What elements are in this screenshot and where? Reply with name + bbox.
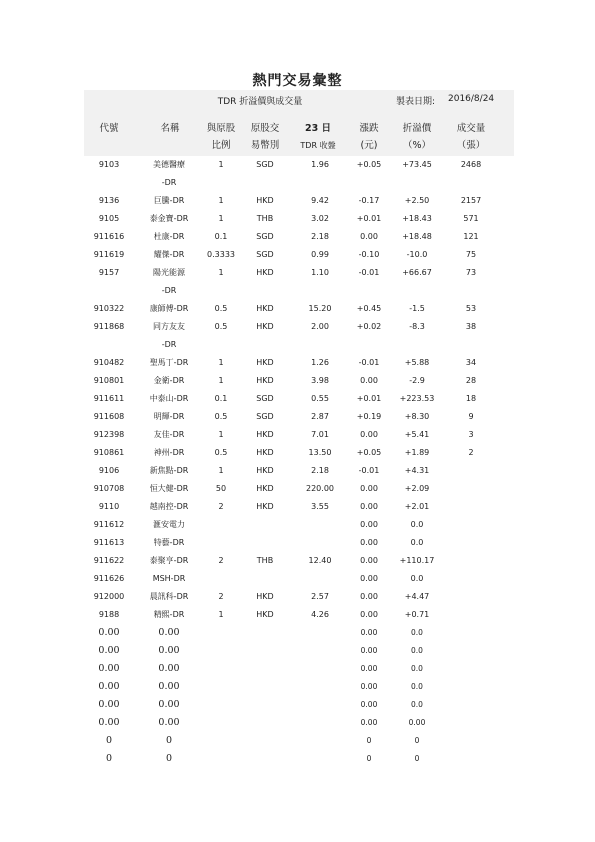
cell-volume: 2157 [460,196,482,205]
cell-name-line: 滙安電力 [153,520,185,529]
cell-name-line: 0.00 [158,717,180,728]
cell-change: +0.01 [356,394,382,403]
table-row [0,228,595,246]
cell-change: 0.00 [360,484,378,493]
cell-name [138,426,200,444]
cell-name-line: 精熙-DR [153,610,185,619]
cell-ratio: 1 [218,160,224,169]
table-row [0,408,595,426]
cell-ratio: 1 [218,466,224,475]
cell-code: 0.00 [98,663,120,674]
cell-premium: -8.3 [409,322,425,331]
cell-code: 9106 [98,466,120,475]
cell-close: 9.42 [311,196,329,205]
cell-name [138,606,200,624]
cell-name-line: 美德醫療 [153,160,185,169]
header-volume [446,120,496,154]
cell-premium: +2.09 [404,484,430,493]
table-row [0,498,595,516]
page-title: 熱門交易彙整 [252,73,343,89]
cell-change: +0.02 [356,322,382,331]
cell-name [138,264,200,300]
cell-currency: SGD [256,394,274,403]
cell-currency: HKD [256,502,274,511]
header-name-line1: 名稱 [160,123,180,134]
cell-code: 910861 [93,448,125,457]
cell-close: 0.55 [311,394,329,403]
cell-premium: +73.45 [402,160,432,169]
table-row [0,210,595,228]
cell-currency: THB [256,556,274,565]
cell-currency: HKD [256,592,274,601]
cell-volume: 3 [468,430,474,439]
cell-volume: 34 [465,358,477,367]
cell-code: 0 [105,735,113,746]
date-value: 2016/8/24 [448,94,495,104]
cell-name [138,156,200,192]
cell-close: 12.40 [308,556,332,565]
header-close [290,120,346,154]
header-code-line1: 代號 [99,123,119,134]
cell-name-line: 泰聚亨-DR [149,556,189,565]
cell-volume: 53 [465,304,477,313]
cell-premium: +2.50 [404,196,430,205]
cell-name [138,462,200,480]
cell-name-line: 金衛-DR [153,376,185,385]
cell-ratio: 2 [218,556,224,565]
cell-name-line: 0.00 [158,627,180,638]
cell-premium: 0.0 [410,538,424,547]
cell-currency: HKD [256,196,274,205]
cell-name [138,480,200,498]
header-premium [392,120,442,154]
cell-change: 0.00 [360,520,378,529]
cell-code: 910322 [93,304,125,313]
cell-code: 911613 [93,538,125,547]
cell-name-line: 0 [165,735,173,746]
cell-name-line: 巨騰-DR [153,196,185,205]
cell-name-line: 越南控-DR [149,502,189,511]
cell-name [138,498,200,516]
cell-name-line: 明輝-DR [153,412,185,421]
cell-close: 7.01 [311,430,329,439]
table-row [0,660,595,678]
cell-change: 0.00 [360,502,378,511]
cell-ratio: 1 [218,268,224,277]
cell-name [138,750,200,768]
cell-currency: HKD [256,610,274,619]
cell-change: 0.00 [360,628,378,637]
cell-premium: 0.0 [411,700,423,709]
cell-ratio: 1 [218,196,224,205]
cell-volume: 38 [465,322,477,331]
cell-code: 911619 [93,250,125,259]
cell-ratio: 0.5 [214,322,228,331]
cell-premium: 0.0 [410,520,424,529]
header-close-line2: TDR 收盤 [300,141,336,150]
header-name [140,120,200,137]
table-row [0,696,595,714]
cell-code: 911608 [93,412,125,421]
cell-currency: SGD [256,250,274,259]
cell-code: 910482 [93,358,125,367]
table-row [0,552,595,570]
table-row [0,570,595,588]
header-change [346,120,392,154]
cell-change: 0 [366,736,372,745]
table-row [0,462,595,480]
header-premium-line1: 折溢價 [402,123,432,134]
cell-ratio: 0.5 [214,448,228,457]
cell-close: 3.55 [311,502,329,511]
cell-name-line: MSH-DR [152,574,186,583]
cell-code: 910708 [93,484,125,493]
cell-change: 0.00 [360,646,378,655]
cell-change: 0.00 [360,682,378,691]
cell-change: 0.00 [360,376,378,385]
cell-close: 2.18 [311,232,329,241]
cell-code: 0.00 [98,717,120,728]
cell-currency: HKD [256,430,274,439]
cell-code: 911616 [93,232,125,241]
cell-code: 0.00 [98,627,120,638]
cell-code: 911611 [93,394,125,403]
cell-name [138,516,200,534]
cell-name-line: 0.00 [158,681,180,692]
cell-name [138,192,200,210]
table-row [0,480,595,498]
cell-currency: SGD [256,160,274,169]
cell-change: 0.00 [360,664,378,673]
cell-close: 1.10 [311,268,329,277]
cell-close: 1.96 [311,160,329,169]
table-row [0,714,595,732]
cell-name [138,660,200,678]
cell-premium: +18.43 [402,214,432,223]
cell-ratio: 1 [218,214,224,223]
cell-name [138,624,200,642]
cell-currency: SGD [256,412,274,421]
cell-currency: HKD [256,268,274,277]
cell-ratio: 0.5 [214,412,228,421]
cell-change: 0.00 [360,538,378,547]
table-row [0,606,595,624]
cell-name-line: 恒大健-DR [149,484,189,493]
cell-name-line: 晨訊科-DR [149,592,189,601]
cell-currency: HKD [256,448,274,457]
cell-premium: 0.0 [411,682,423,691]
header-ratio-line1: 與原股 [206,123,236,134]
header-currency-line2: 易幣別 [250,140,280,151]
table-subtitle: TDR 折溢價與成交量 [217,97,303,107]
cell-premium: +5.88 [404,358,430,367]
table-row [0,516,595,534]
cell-name [138,678,200,696]
cell-premium: +8.30 [404,412,430,421]
cell-name-line: 中泰山-DR [149,394,189,403]
cell-change: 0.00 [360,556,378,565]
cell-close: 0.99 [311,250,329,259]
cell-code: 911612 [93,520,125,529]
cell-code: 9110 [98,502,120,511]
cell-code: 0.00 [98,681,120,692]
table-row [0,426,595,444]
cell-close: 2.87 [311,412,329,421]
cell-name-line: 陽光能源 [153,268,185,277]
cell-name-line: 0.00 [158,699,180,710]
cell-currency: THB [256,214,274,223]
cell-name [138,552,200,570]
cell-change: 0.00 [360,592,378,601]
table-row [0,372,595,390]
cell-close: 3.98 [311,376,329,385]
cell-change: -0.17 [358,196,380,205]
cell-currency: SGD [256,232,274,241]
header-change-line2: (元) [360,140,378,151]
cell-currency: HKD [256,304,274,313]
table-row [0,732,595,750]
cell-change: -0.10 [358,250,380,259]
cell-close: 2.57 [311,592,329,601]
cell-volume: 9 [468,412,474,421]
cell-name [138,228,200,246]
cell-change: 0 [366,754,372,763]
cell-name [138,246,200,264]
cell-name-line: -DR [161,340,177,349]
cell-volume: 2 [468,448,474,457]
table-row [0,678,595,696]
cell-ratio: 0.1 [214,232,228,241]
table-row [0,444,595,462]
cell-name [138,696,200,714]
cell-name [138,714,200,732]
cell-change: -0.01 [358,268,380,277]
cell-close: 15.20 [308,304,332,313]
header-currency-line1: 原股交 [250,123,280,134]
header-close-line1: 23 日 [304,123,332,134]
cell-volume: 571 [463,214,479,223]
header-volume-line2: （張） [456,140,486,151]
header-currency [244,120,286,154]
cell-name-line: 特藝-DR [153,538,185,547]
cell-ratio: 0.5 [214,304,228,313]
cell-premium: 0 [414,736,420,745]
cell-close: 220.00 [306,484,334,493]
cell-code: 911626 [93,574,125,583]
cell-name-line: -DR [161,286,177,295]
cell-currency: HKD [256,376,274,385]
cell-close: 2.00 [311,322,329,331]
table-row [0,642,595,660]
cell-change: 0.00 [360,718,378,727]
cell-change: +0.45 [356,304,382,313]
cell-premium: 0 [414,754,420,763]
cell-change: 0.00 [360,700,378,709]
cell-close: 13.50 [308,448,332,457]
header-premium-line2: （%） [402,140,432,151]
cell-name-line: 耀傑-DR [153,250,185,259]
cell-name-line: 同方友友 [153,322,185,331]
cell-ratio: 50 [215,484,227,493]
cell-name [138,732,200,750]
cell-premium: +0.71 [404,610,430,619]
cell-name-line: 0.00 [158,663,180,674]
cell-name-line: 新焦點-DR [149,466,189,475]
header-change-line1: 漲跌 [359,123,379,134]
header-ratio-line2: 比例 [211,140,231,151]
cell-code: 911622 [93,556,125,565]
cell-ratio: 1 [218,430,224,439]
cell-volume: 121 [463,232,479,241]
cell-ratio: 2 [218,502,224,511]
cell-name-line: 友佳-DR [153,430,185,439]
table-row [0,246,595,264]
cell-name-line: 康師傅-DR [149,304,189,313]
cell-volume: 75 [465,250,477,259]
cell-premium: -10.0 [406,250,428,259]
cell-name [138,300,200,318]
cell-name [138,444,200,462]
cell-name-line: 泰金寶-DR [149,214,189,223]
cell-name-line: 杜康-DR [153,232,185,241]
cell-name [138,408,200,426]
date-label: 製表日期: [396,97,436,107]
cell-premium: 0.0 [410,574,424,583]
cell-name [138,210,200,228]
cell-name-line: 聖馬丁-DR [149,358,189,367]
table-row [0,354,595,372]
cell-premium: +2.01 [404,502,430,511]
cell-ratio: 0.3333 [207,250,235,259]
cell-code: 0.00 [98,645,120,656]
cell-volume: 2468 [460,160,482,169]
cell-name-line: 0.00 [158,645,180,656]
cell-volume: 28 [465,376,477,385]
cell-premium: +4.31 [404,466,430,475]
cell-code: 9188 [98,610,120,619]
cell-ratio: 2 [218,592,224,601]
cell-premium: 0.0 [411,664,423,673]
cell-close: 1.26 [311,358,329,367]
cell-premium: 0.0 [411,646,423,655]
cell-code: 912398 [93,430,125,439]
cell-premium: +4.47 [404,592,430,601]
cell-code: 9105 [98,214,120,223]
cell-premium: +223.53 [399,394,435,403]
cell-premium: 0.0 [411,628,423,637]
cell-name [138,570,200,588]
cell-change: +0.05 [356,448,382,457]
cell-volume: 73 [465,268,477,277]
cell-currency: HKD [256,466,274,475]
table-row [0,318,595,354]
cell-name [138,354,200,372]
cell-name [138,372,200,390]
cell-code: 9157 [98,268,120,277]
cell-premium: -2.9 [409,376,425,385]
cell-change: 0.00 [360,430,378,439]
cell-currency: HKD [256,322,274,331]
cell-change: 0.00 [360,610,378,619]
cell-name [138,534,200,552]
header-code [86,120,132,137]
table-row [0,750,595,768]
cell-change: -0.01 [358,358,380,367]
cell-ratio: 1 [218,358,224,367]
table-body [0,156,595,768]
cell-premium: +18.48 [402,232,432,241]
cell-ratio: 1 [218,376,224,385]
cell-premium: -1.5 [409,304,425,313]
cell-name [138,642,200,660]
cell-code: 910801 [93,376,125,385]
cell-code: 911868 [93,322,125,331]
cell-name [138,390,200,408]
header-volume-line1: 成交量 [456,123,486,134]
cell-change: 0.00 [360,232,378,241]
cell-close: 2.18 [311,466,329,475]
cell-premium: +110.17 [399,556,435,565]
table-row [0,300,595,318]
table-row [0,588,595,606]
table-row [0,192,595,210]
cell-change: -0.01 [358,466,380,475]
cell-code: 9136 [98,196,120,205]
cell-currency: HKD [256,358,274,367]
cell-name-line: -DR [161,178,177,187]
table-row [0,156,595,192]
cell-ratio: 1 [218,610,224,619]
cell-change: +0.05 [356,160,382,169]
cell-premium: +5.41 [404,430,430,439]
cell-change: 0.00 [360,574,378,583]
cell-name [138,318,200,354]
cell-change: +0.19 [356,412,382,421]
cell-ratio: 0.1 [214,394,228,403]
cell-name-line: 0 [165,753,173,764]
cell-change: +0.01 [356,214,382,223]
table-row [0,624,595,642]
table-row [0,264,595,300]
cell-premium: 0.00 [408,718,426,727]
cell-volume: 18 [465,394,477,403]
cell-code: 912000 [93,592,125,601]
table-row [0,534,595,552]
cell-name [138,588,200,606]
cell-code: 9103 [98,160,120,169]
cell-close: 4.26 [311,610,329,619]
header-ratio [200,120,242,154]
cell-name-line: 神州-DR [153,448,185,457]
cell-code: 0 [105,753,113,764]
cell-close: 3.02 [311,214,329,223]
cell-code: 0.00 [98,699,120,710]
cell-premium: +1.89 [404,448,430,457]
table-row [0,390,595,408]
cell-premium: +66.67 [402,268,432,277]
cell-currency: HKD [256,484,274,493]
